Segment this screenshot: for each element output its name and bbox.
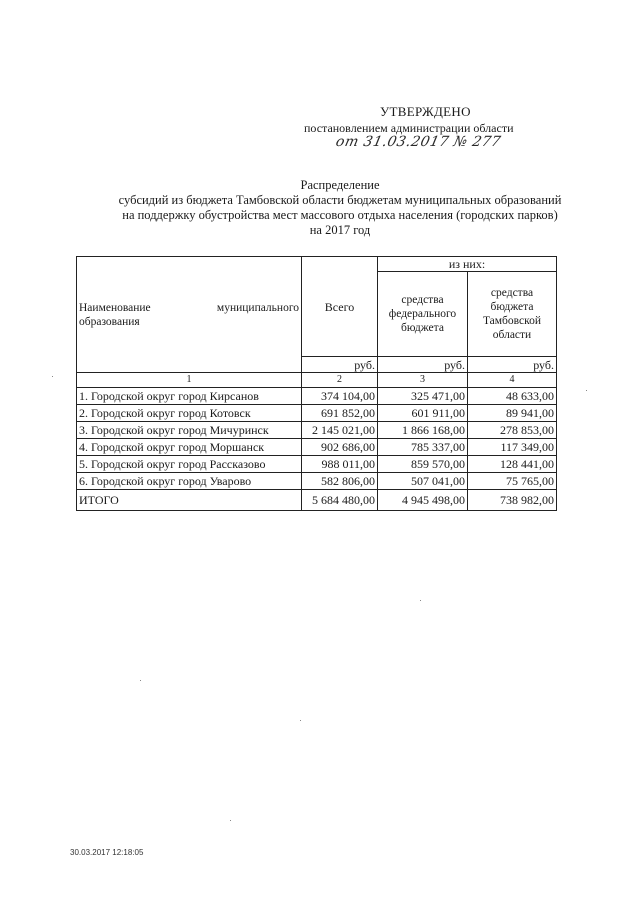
table-colnum-row — [77, 373, 557, 388]
row-total: 902 686,00 — [302, 439, 378, 456]
unit-federal: руб. — [378, 357, 468, 373]
row-federal: 507 041,00 — [378, 473, 468, 490]
row-regional: 75 765,00 — [468, 473, 557, 490]
title-line-1: Распределение — [300, 178, 380, 192]
row-name: 1. Городской округ город Кирсанов — [77, 388, 302, 405]
row-name: 3. Городской округ город Мичуринск — [77, 422, 302, 439]
approved-stamp: УТВЕРЖДЕНО — [380, 104, 471, 119]
row-federal: 325 471,00 — [378, 388, 468, 405]
scan-speck — [52, 376, 53, 377]
row-federal: 859 570,00 — [378, 456, 468, 473]
row-total: 582 806,00 — [302, 473, 378, 490]
row-regional: 128 441,00 — [468, 456, 557, 473]
table-header-row-1 — [77, 257, 557, 272]
colnum-1: 1 — [77, 373, 302, 388]
table-row — [77, 473, 557, 490]
header-total: Всего — [302, 257, 378, 357]
scan-speck — [420, 600, 421, 601]
scan-speck — [230, 820, 231, 821]
subsidy-table — [76, 256, 557, 511]
header-federal: средства федерального бюджета — [378, 272, 468, 357]
total-name: ИТОГО — [77, 490, 302, 511]
header-name-part1: Наименование — [79, 301, 151, 314]
table-row — [77, 439, 557, 456]
row-name: 4. Городской округ город Моршанск — [77, 439, 302, 456]
unit-regional: руб. — [468, 357, 557, 373]
handwritten-reference: от 31.03.2017 № 277 — [334, 134, 503, 150]
row-total: 374 104,00 — [302, 388, 378, 405]
row-regional: 117 349,00 — [468, 439, 557, 456]
header-of-them: из них: — [378, 257, 557, 272]
scan-speck — [300, 720, 301, 721]
row-federal: 601 911,00 — [378, 405, 468, 422]
total-regional: 738 982,00 — [468, 490, 557, 511]
scan-speck — [140, 680, 141, 681]
title-line-3: на поддержку обустройства мест массового отдыха населения (городских парков) — [122, 208, 558, 222]
header-name-cell — [77, 257, 302, 373]
scan-speck — [586, 390, 587, 391]
total-federal: 4 945 498,00 — [378, 490, 468, 511]
header-name-part3: образования — [79, 315, 140, 328]
table-row — [77, 405, 557, 422]
title-line-2: субсидий из бюджета Тамбовской области бюджетам муниципальных образований — [118, 193, 562, 207]
row-regional: 278 853,00 — [468, 422, 557, 439]
row-total: 2 145 021,00 — [302, 422, 378, 439]
table-total-row — [77, 490, 557, 511]
colnum-4: 4 — [468, 373, 557, 388]
unit-total: руб. — [302, 357, 378, 373]
row-name: 2. Городской округ город Котовск — [77, 405, 302, 422]
table-row — [77, 388, 557, 405]
colnum-2: 2 — [302, 373, 378, 388]
row-regional: 89 941,00 — [468, 405, 557, 422]
document-title — [60, 178, 620, 238]
total-total: 5 684 480,00 — [302, 490, 378, 511]
row-total: 988 011,00 — [302, 456, 378, 473]
table-row — [77, 422, 557, 439]
row-regional: 48 633,00 — [468, 388, 557, 405]
row-name: 6. Городской округ город Уварово — [77, 473, 302, 490]
scan-timestamp: 30.03.2017 12:18:05 — [70, 848, 144, 857]
row-total: 691 852,00 — [302, 405, 378, 422]
row-federal: 785 337,00 — [378, 439, 468, 456]
row-federal: 1 866 168,00 — [378, 422, 468, 439]
header-regional: средства бюджета Тамбовской области — [468, 272, 557, 357]
header-name-part2: муниципального — [216, 301, 299, 314]
colnum-3: 3 — [378, 373, 468, 388]
title-line-4: на 2017 год — [309, 223, 371, 237]
table-row — [77, 456, 557, 473]
row-name: 5. Городской округ город Рассказово — [77, 456, 302, 473]
decree-line: постановлением администрации области — [304, 121, 514, 135]
